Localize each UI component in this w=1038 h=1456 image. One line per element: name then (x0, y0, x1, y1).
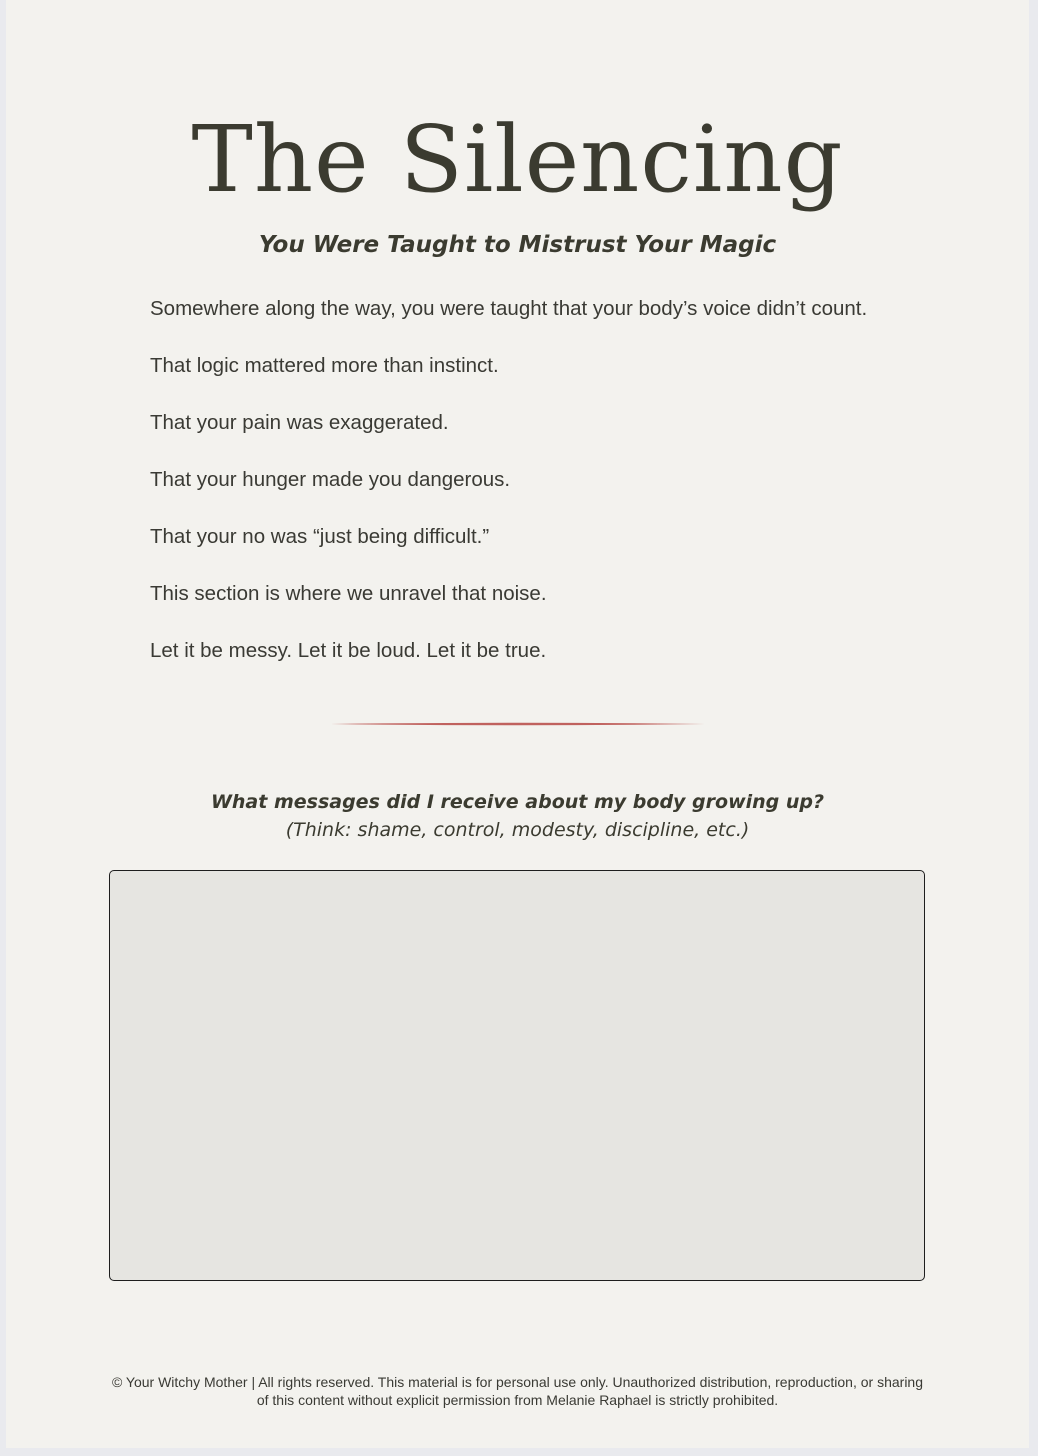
intro-paragraph: Somewhere along the way, you were taught that your body’s voice didn’t count. (150, 297, 868, 320)
divider-stroke (331, 723, 705, 726)
section-divider (331, 722, 705, 726)
intro-paragraph: This section is where we unravel that noise. (150, 582, 547, 605)
intro-paragraph: That logic mattered more than instinct. (150, 354, 499, 377)
intro-paragraph: That your no was “just being difficult.” (150, 525, 490, 548)
copyright-footer: © Your Witchy Mother | All rights reserved. This material is for personal use only. Unauthorized distribution, reproduction, or sharing of this content without explicit permission from Melanie Raphael is strictly prohibited. (111, 1374, 924, 1408)
intro-paragraph: That your pain was exaggerated. (150, 411, 449, 434)
prompt-hint: (Think: shame, control, modesty, discipline, etc.) (285, 819, 750, 841)
journal-prompt (6, 788, 1029, 844)
worksheet-page (6, 0, 1029, 1448)
prompt-question: What messages did I receive about my body growing up? (210, 791, 825, 813)
intro-text (150, 294, 890, 693)
answer-textarea[interactable] (109, 870, 925, 1281)
intro-paragraph: That your hunger made you dangerous. (150, 468, 511, 491)
page-title: The Silencing (191, 106, 844, 213)
page-subtitle: You Were Taught to Mistrust Your Magic (258, 232, 777, 258)
intro-paragraph: Let it be messy. Let it be loud. Let it be true. (150, 639, 547, 662)
